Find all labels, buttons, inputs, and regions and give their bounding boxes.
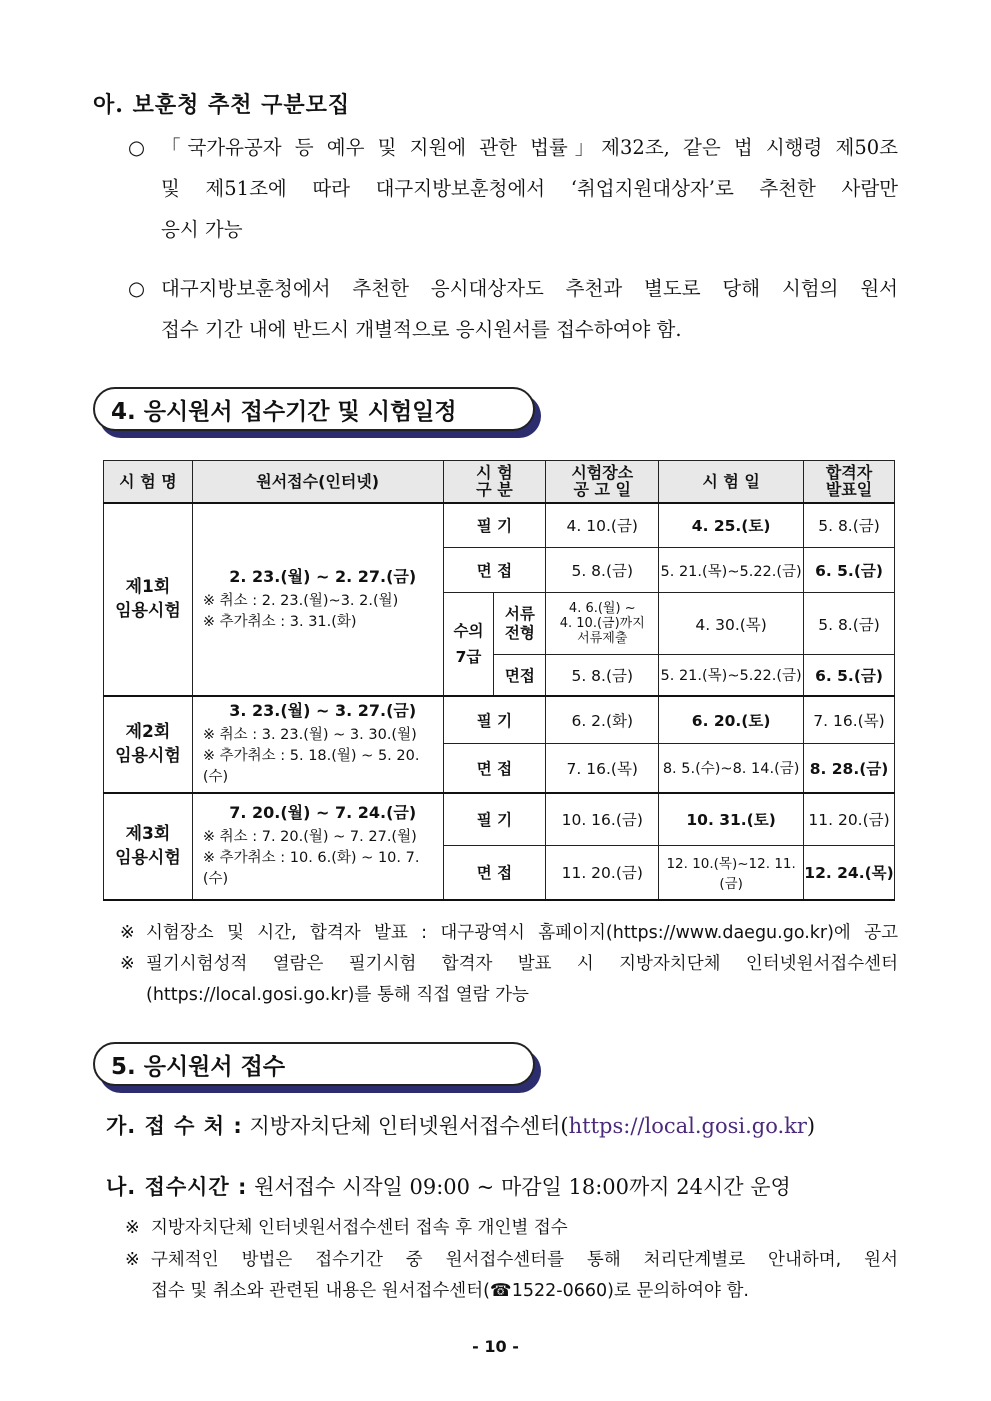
- table-row: [104, 793, 895, 846]
- round-3-interview-date: 12. 10.(목)~12. 11.(금): [659, 846, 804, 900]
- round-3-written-notice: 10. 16.(금): [546, 793, 659, 846]
- paragraph-bohun-1: [128, 127, 898, 250]
- round-2-written-type: 필 기: [443, 696, 546, 744]
- page-number: - 10 -: [472, 1337, 519, 1356]
- header-exam-type: 시 험 구 분: [443, 461, 546, 503]
- round-2-add-cancel: ※ 추가취소 : 5. 18.(월) ~ 5. 20.(수): [202, 748, 420, 785]
- round-1-written-notice: 4. 10.(금): [546, 503, 659, 548]
- round-2-period-cell: [192, 696, 443, 793]
- round-2-interview-notice: 7. 16.(목): [546, 744, 659, 793]
- round-2-interview-result: 8. 28.(금): [804, 744, 895, 793]
- round-2-period: 3. 23.(월) ~ 3. 27.(금): [229, 701, 417, 720]
- header-exam-name: 시 험 명: [104, 461, 193, 503]
- section-heading-ah: 아. 보훈청 추천 구분모집: [93, 92, 351, 118]
- round-1-doc-result: 5. 8.(금): [804, 593, 895, 655]
- item-b-label: 나. 접수시간 :: [106, 1175, 248, 1199]
- round-3-written-date: 10. 31.(토): [659, 793, 804, 846]
- circle-bullet-icon: ○: [128, 277, 146, 300]
- round-2-written-notice: 6. 2.(화): [546, 696, 659, 744]
- grade7-label: 수의 7급: [443, 593, 494, 696]
- round-2-name: 제2회 임용시험: [104, 696, 193, 793]
- round-2-written-date: 6. 20.(토): [659, 696, 804, 744]
- round-3-cancel: ※ 취소 : 7. 20.(월) ~ 7. 27.(월): [202, 829, 417, 845]
- note-individual-reception: [125, 1213, 898, 1244]
- round-3-period: 7. 20.(월) ~ 7. 24.(금): [229, 803, 417, 822]
- reference-mark-icon: ※: [125, 1218, 140, 1238]
- item-a-close: ): [806, 1114, 816, 1138]
- section-5-title: 5. 응시원서 접수: [111, 1054, 286, 1080]
- note-contact: [125, 1245, 898, 1307]
- header-result-date: 합격자 발표일: [804, 461, 895, 503]
- round-3-interview-notice: 11. 20.(금): [546, 846, 659, 900]
- reference-mark-icon: ※: [120, 923, 135, 943]
- round-1-g7-interview-result: 6. 5.(금): [804, 655, 895, 696]
- reference-mark-icon: ※: [125, 1250, 140, 1270]
- item-b-text: 원서접수 시작일 09:00 ~ 마감일 18:00까지 24시간 운영: [254, 1175, 791, 1199]
- round-2-interview-type: 면 접: [443, 744, 546, 793]
- item-a-text: 지방자치단체 인터넷원서접수센터(: [249, 1114, 569, 1138]
- round-1-interview-notice: 5. 8.(금): [546, 548, 659, 593]
- round-3-add-cancel: ※ 추가취소 : 10. 6.(화) ~ 10. 7.(수): [202, 850, 420, 887]
- paragraph-line: 접수 기간 내에 반드시 개별적으로 응시원서를 접수하여야 함.: [161, 318, 682, 341]
- round-3-interview-result: 12. 24.(목): [804, 846, 895, 900]
- paragraph-line: 응시 가능: [161, 218, 243, 241]
- gosi-link[interactable]: https://local.gosi.go.kr: [568, 1114, 807, 1138]
- round-2-written-result: 7. 16.(목): [804, 696, 895, 744]
- section-4-title: 4. 응시원서 접수기간 및 시험일정: [111, 399, 457, 425]
- round-1-written-type: 필 기: [443, 503, 546, 548]
- round-1-interview-date: 5. 21.(목)~5.22.(금): [659, 548, 804, 593]
- round-3-interview-type: 면 접: [443, 846, 546, 900]
- item-a-label: 가. 접 수 처 :: [106, 1114, 243, 1138]
- exam-schedule-table: [103, 460, 895, 901]
- header-apply-period: 원서접수(인터넷): [192, 461, 443, 503]
- header-exam-date: 시 험 일: [659, 461, 804, 503]
- round-1-period-cell: [192, 503, 443, 696]
- round-3-period-cell: [192, 793, 443, 900]
- section-5-title-box: [93, 1042, 535, 1086]
- table-row: [104, 696, 895, 744]
- round-2-cancel: ※ 취소 : 3. 23.(월) ~ 3. 30.(월): [202, 727, 417, 743]
- round-1-name: 제1회 임용시험: [104, 503, 193, 696]
- round-1-g7-interview-date: 5. 21.(목)~5.22.(금): [659, 655, 804, 696]
- round-1-add-cancel: ※ 추가취소 : 3. 31.(화): [202, 613, 357, 630]
- note-text: 필기시험성적 열람은 필기시험 합격자 발표 시 지방자치단체 인터넷원서접수센터: [146, 954, 898, 974]
- note-text: 지방자치단체 인터넷원서접수센터 접속 후 개인별 접수: [151, 1218, 568, 1238]
- note-score-view: [120, 949, 898, 1011]
- circle-bullet-icon: ○: [128, 136, 146, 159]
- round-1-period: 2. 23.(월) ~ 2. 27.(금): [229, 566, 417, 586]
- note-text: (https://local.gosi.go.kr)를 통해 직접 열람 가능: [146, 985, 529, 1005]
- round-1-cancel: ※ 취소 : 2. 23.(월)~3. 2.(월): [202, 592, 399, 609]
- round-3-written-result: 11. 20.(금): [804, 793, 895, 846]
- item-reception-place: [106, 1110, 815, 1140]
- round-1-doc-notice: 4. 6.(월) ~ 4. 10.(금)까지 서류제출: [546, 593, 659, 655]
- round-1-interview-result: 6. 5.(금): [804, 548, 895, 593]
- paragraph-bohun-2: [128, 268, 898, 350]
- paragraph-line: 및 제51조에 따라 대구지방보훈청에서 ‘취업지원대상자’로 추천한 사람만: [161, 177, 898, 200]
- round-3-name: 제3회 임용시험: [104, 793, 193, 900]
- note-text: 접수 및 취소와 관련된 내용은 원서접수센터(☎1522-0660)로 문의하여야 함.: [151, 1281, 749, 1301]
- header-notice-date: 시험장소 공 고 일: [546, 461, 659, 503]
- round-2-interview-date: 8. 5.(수)~8. 14.(금): [659, 744, 804, 793]
- round-1-written-date: 4. 25.(토): [659, 503, 804, 548]
- round-1-doc-date: 4. 30.(목): [659, 593, 804, 655]
- round-3-written-type: 필 기: [443, 793, 546, 846]
- table-header-row: [104, 461, 895, 503]
- note-text: 시험장소 및 시간, 합격자 발표 : 대구광역시 홈페이지(https://www.daegu.go.kr)에 공고: [146, 923, 898, 943]
- round-1-written-result: 5. 8.(금): [804, 503, 895, 548]
- reference-mark-icon: ※: [120, 954, 135, 974]
- round-1-interview-type: 면 접: [443, 548, 546, 593]
- round-1-g7-interview-notice: 5. 8.(금): [546, 655, 659, 696]
- round-1-doc-type: 서류 전형: [494, 593, 546, 655]
- table-row: [104, 503, 895, 548]
- paragraph-line: 「국가유공자 등 예우 및 지원에 관한 법률」제32조, 같은 법 시행령 제50조: [161, 136, 898, 159]
- round-1-g7-interview-type: 면접: [494, 655, 546, 696]
- item-reception-time: [106, 1171, 791, 1201]
- section-4-title-box: [93, 387, 535, 431]
- note-text: 구체적인 방법은 접수기간 중 원서접수센터를 통해 처리단계별로 안내하며, 원서: [151, 1250, 898, 1270]
- note-exam-announcement: [120, 918, 898, 949]
- paragraph-line: 대구지방보훈청에서 추천한 응시대상자도 추천과 별도로 당해 시험의 원서: [161, 277, 898, 300]
